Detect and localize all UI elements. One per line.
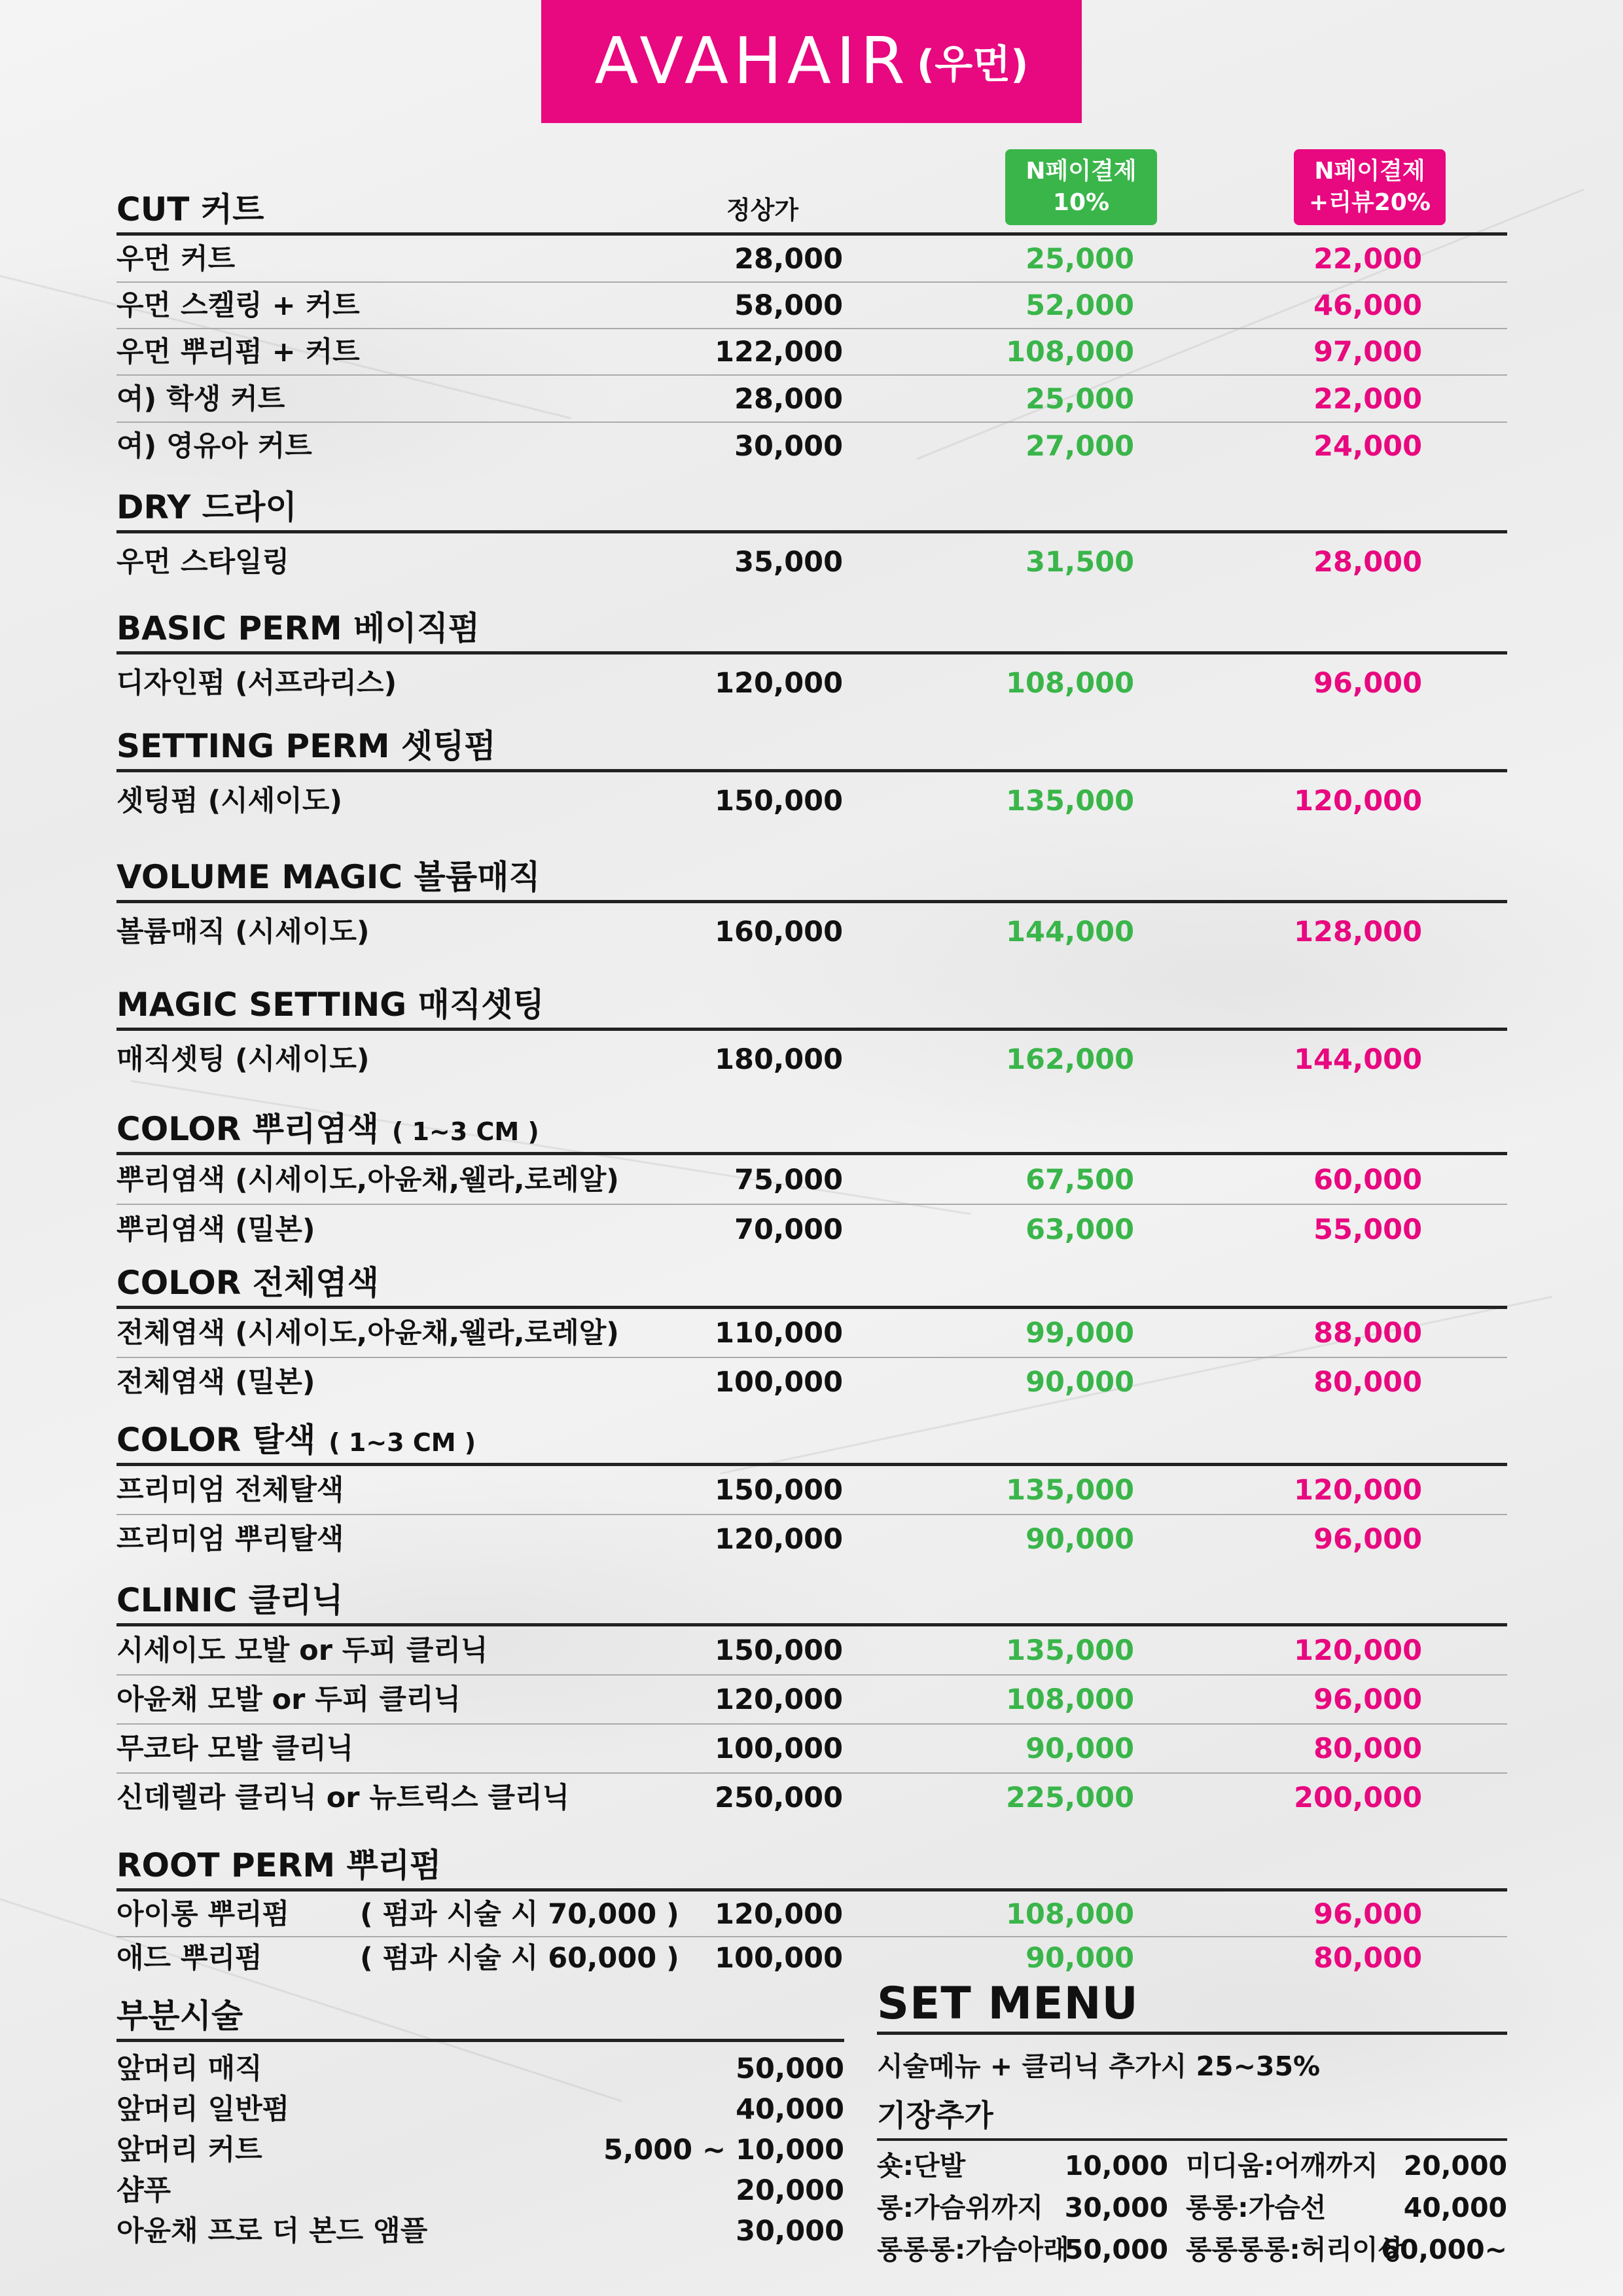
length-b-name: 미디움:어깨까지 — [1186, 2150, 1378, 2181]
price-row — [116, 1466, 1507, 1515]
npay-10-price: 135,000 — [1006, 1634, 1134, 1667]
length-a-price: 30,000 — [1064, 2192, 1168, 2223]
regular-price: 120,000 — [715, 1523, 843, 1556]
section-title-note: ( 1~3 CM ) — [329, 1428, 476, 1457]
regular-price: 150,000 — [715, 1474, 843, 1507]
section — [116, 484, 1507, 591]
section — [116, 1842, 1507, 1980]
npay-10-price: 162,000 — [1006, 1043, 1134, 1076]
price-row — [116, 1155, 1507, 1205]
npay-20-price: 60,000 — [1313, 1164, 1422, 1196]
regular-price: 150,000 — [715, 785, 843, 817]
price-row — [116, 1937, 1507, 1980]
item-name: 애드 뿌리펌 — [116, 1942, 262, 1975]
partial-item-name: 앞머리 커트 — [116, 2134, 262, 2166]
npay-10-price: 90,000 — [1026, 1942, 1134, 1975]
section-title-text: CUT 커트 — [116, 190, 264, 228]
npay-10-price: 25,000 — [1026, 383, 1134, 416]
section-title — [116, 605, 1507, 655]
npay-20-price: 120,000 — [1294, 785, 1422, 817]
section — [116, 1577, 1507, 1823]
npay-20-price: 46,000 — [1313, 289, 1422, 322]
regular-price: 30,000 — [734, 430, 843, 463]
npay-10-price: 67,500 — [1026, 1164, 1134, 1196]
npay-10-rate: 10% — [1052, 189, 1110, 216]
section-title-note: ( 1~3 CM ) — [391, 1117, 539, 1146]
npay-20-price: 120,000 — [1294, 1474, 1422, 1507]
regular-price: 70,000 — [734, 1213, 843, 1246]
length-b-price: 40,000 — [1403, 2192, 1507, 2223]
price-row — [116, 1725, 1507, 1774]
length-row — [877, 2229, 1507, 2270]
partial-item-price: 20,000 — [736, 2174, 844, 2207]
regular-price: 120,000 — [715, 667, 843, 700]
price-row — [116, 1031, 1507, 1088]
partial-item-name: 아윤채 프로 더 본드 앰플 — [116, 2215, 428, 2248]
section-title — [116, 854, 1507, 903]
item-name: 신데렐라 클리닉 or 뉴트릭스 클리닉 — [116, 1782, 570, 1814]
npay-20-price: 28,000 — [1313, 546, 1422, 579]
npay-10-price: 108,000 — [1006, 1898, 1134, 1931]
npay-10-price: 90,000 — [1026, 1366, 1134, 1399]
item-note: ( 펌과 시술 시 60,000 ) — [360, 1942, 679, 1975]
logo-brand: AVAHAIR — [594, 24, 910, 99]
regular-price: 120,000 — [715, 1898, 843, 1931]
length-b-name: 롱롱롱롱:허리이상 — [1186, 2234, 1404, 2265]
npay-20-price: 120,000 — [1294, 1634, 1422, 1667]
item-name: 시세이도 모발 or 두피 클리닉 — [116, 1634, 488, 1667]
length-a-price: 10,000 — [1064, 2150, 1168, 2181]
npay-10-price: 135,000 — [1006, 1474, 1134, 1507]
partial-item-price: 30,000 — [736, 2215, 844, 2248]
price-row — [116, 1626, 1507, 1676]
section-title — [116, 982, 1507, 1031]
length-b-price: 20,000 — [1403, 2150, 1507, 2181]
npay-20-price: 96,000 — [1313, 1683, 1422, 1716]
npay-20-price: 96,000 — [1313, 1898, 1422, 1931]
section-title-text: DRY 드라이 — [116, 488, 297, 526]
section-title-text: BASIC PERM 베이직펌 — [116, 609, 480, 647]
npay-10-price: 90,000 — [1026, 1732, 1134, 1765]
partial-item — [116, 2089, 844, 2130]
npay-20-price: 96,000 — [1313, 1523, 1422, 1556]
npay-10-price: 99,000 — [1026, 1317, 1134, 1350]
npay-10-price: 52,000 — [1026, 289, 1134, 322]
section-title — [116, 1842, 1507, 1892]
npay-20-price: 80,000 — [1313, 1732, 1422, 1765]
npay-10-price: 27,000 — [1026, 430, 1134, 463]
item-name: 볼륨매직 (시세이도) — [116, 916, 370, 948]
set-menu — [877, 1977, 1507, 2270]
regular-price: 28,000 — [734, 383, 843, 416]
partial-item — [116, 2211, 844, 2251]
regular-price: 180,000 — [715, 1043, 843, 1076]
npay-20-price: 24,000 — [1313, 430, 1422, 463]
npay-20-price: 128,000 — [1294, 916, 1422, 948]
partial-item — [116, 2049, 844, 2089]
regular-price: 150,000 — [715, 1634, 843, 1667]
section — [116, 1417, 1507, 1564]
partial-item-name: 앞머리 일반펌 — [116, 2093, 290, 2126]
npay-10-price: 31,500 — [1026, 546, 1134, 579]
npay-10-price: 25,000 — [1026, 243, 1134, 276]
partial-item — [116, 2170, 844, 2211]
item-name: 아윤채 모발 or 두피 클리닉 — [116, 1683, 461, 1716]
length-a-name: 롱롱롱:가슴아래 — [877, 2234, 1069, 2265]
regular-price: 100,000 — [715, 1366, 843, 1399]
partial-item-name: 샴푸 — [116, 2174, 171, 2207]
regular-price: 35,000 — [734, 546, 843, 579]
partial-title: 부분시술 — [116, 1993, 844, 2042]
regular-price-header: 정상가 — [726, 196, 799, 224]
npay-10-price: 225,000 — [1006, 1782, 1134, 1814]
item-name: 프리미엄 전체탈색 — [116, 1474, 344, 1507]
brand-logo — [541, 0, 1082, 123]
regular-price: 58,000 — [734, 289, 843, 322]
section — [116, 1106, 1507, 1255]
item-name: 우먼 커트 — [116, 243, 236, 276]
item-name: 우먼 스타일링 — [116, 546, 290, 579]
length-a-price: 50,000 — [1064, 2234, 1168, 2265]
regular-price: 110,000 — [715, 1317, 843, 1350]
item-name: 디자인펌 (서프라리스) — [116, 667, 397, 700]
npay-20-price: 144,000 — [1294, 1043, 1422, 1076]
npay-10-price: 108,000 — [1006, 1683, 1134, 1716]
regular-price: 160,000 — [715, 916, 843, 948]
section-title-text: SETTING PERM 셋팅펌 — [116, 727, 496, 765]
section-title-text: COLOR 전체염색 — [116, 1264, 379, 1302]
npay-20-price: 80,000 — [1313, 1366, 1422, 1399]
npay-20-label: N페이결제 — [1314, 158, 1425, 185]
set-menu-desc: 시술메뉴 + 클리닉 추가시 25~35% — [877, 2051, 1321, 2082]
section-title — [116, 1577, 1507, 1626]
regular-price: 120,000 — [715, 1683, 843, 1716]
price-row — [116, 533, 1507, 591]
item-name: 셋팅펌 (시세이도) — [116, 785, 343, 817]
npay-20-price: 96,000 — [1313, 667, 1422, 700]
item-name: 전체염색 (밀본) — [116, 1366, 315, 1399]
partial-item-price: 40,000 — [736, 2093, 844, 2126]
regular-price: 250,000 — [715, 1782, 843, 1814]
logo-sub: (우먼) — [916, 42, 1029, 88]
price-row — [116, 772, 1507, 830]
item-name: 무코타 모발 클리닉 — [116, 1732, 354, 1765]
price-row — [116, 1358, 1507, 1407]
npay-20-price: 80,000 — [1313, 1942, 1422, 1975]
section-title-text: COLOR 탈색 — [116, 1421, 316, 1459]
price-row — [116, 1515, 1507, 1564]
length-row — [877, 2145, 1507, 2187]
section-title — [116, 484, 1507, 533]
section-title-text: MAGIC SETTING 매직셋팅 — [116, 986, 544, 1024]
item-name: 매직셋팅 (시세이도) — [116, 1043, 370, 1076]
partial-item-price: 50,000 — [736, 2053, 844, 2085]
item-name: 전체염색 (시세이도,아윤채,웰라,로레알) — [116, 1317, 619, 1350]
npay-20-price: 97,000 — [1313, 336, 1422, 368]
length-b-price: 60,000~ — [1381, 2234, 1507, 2265]
length-a-name: 롱:가슴위까지 — [877, 2192, 1044, 2223]
npay-20-price: 22,000 — [1313, 383, 1422, 416]
price-row — [116, 1205, 1507, 1255]
npay-10-price: 108,000 — [1006, 667, 1134, 700]
section-title-text: CLINIC 클리닉 — [116, 1581, 344, 1619]
partial-item-price: 5,000 ~ 10,000 — [603, 2134, 844, 2166]
length-title: 기장추가 — [877, 2092, 1507, 2141]
section — [116, 854, 1507, 961]
length-a-name: 숏:단발 — [877, 2150, 966, 2181]
regular-price: 75,000 — [734, 1164, 843, 1196]
regular-price: 100,000 — [715, 1942, 843, 1975]
npay-20-price: 200,000 — [1294, 1782, 1422, 1814]
npay-10-price: 144,000 — [1006, 916, 1134, 948]
price-row — [116, 283, 1507, 329]
partial-section — [116, 1993, 844, 2251]
section-title — [116, 187, 1507, 236]
section — [116, 982, 1507, 1088]
section-title — [116, 723, 1507, 772]
partial-item-name: 앞머리 매직 — [116, 2053, 262, 2085]
section — [116, 187, 1507, 470]
item-name: 우먼 뿌리펌 + 커트 — [116, 336, 360, 368]
item-name: 여) 영유아 커트 — [116, 430, 312, 463]
npay-20-rate: +리뷰20% — [1309, 189, 1431, 216]
item-name: 프리미엄 뿌리탈색 — [116, 1523, 344, 1556]
section — [116, 1260, 1507, 1407]
npay-20-price: 55,000 — [1313, 1213, 1422, 1246]
length-row — [877, 2187, 1507, 2229]
price-row — [116, 329, 1507, 376]
price-row — [116, 376, 1507, 423]
item-name: 뿌리염색 (시세이도,아윤채,웰라,로레알) — [116, 1164, 619, 1196]
section-title-text: ROOT PERM 뿌리펌 — [116, 1846, 442, 1884]
section-title — [116, 1260, 1507, 1309]
npay-10-price: 108,000 — [1006, 336, 1134, 368]
price-row — [116, 1774, 1507, 1823]
price-row — [116, 1309, 1507, 1358]
item-name: 여) 학생 커트 — [116, 383, 285, 416]
npay-10-price: 90,000 — [1026, 1523, 1134, 1556]
npay-20-price: 88,000 — [1313, 1317, 1422, 1350]
section-title — [116, 1106, 1507, 1155]
length-b-name: 롱롱:가슴선 — [1186, 2192, 1327, 2223]
price-row — [116, 1676, 1507, 1725]
price-row — [116, 236, 1507, 283]
section-title-text: VOLUME MAGIC 볼륨매직 — [116, 858, 541, 896]
price-row — [116, 423, 1507, 470]
regular-price: 28,000 — [734, 243, 843, 276]
set-menu-title: SET MENU — [877, 1977, 1507, 2035]
section-title — [116, 1417, 1507, 1466]
regular-price: 122,000 — [715, 336, 843, 368]
regular-price: 100,000 — [715, 1732, 843, 1765]
price-row — [116, 903, 1507, 961]
npay-10-price: 63,000 — [1026, 1213, 1134, 1246]
npay-10-label: N페이결제 — [1026, 158, 1137, 185]
partial-item — [116, 2130, 844, 2170]
item-name: 우먼 스켈링 + 커트 — [116, 289, 360, 322]
npay-10-price: 135,000 — [1006, 785, 1134, 817]
item-name: 뿌리염색 (밀본) — [116, 1213, 315, 1246]
price-row — [116, 655, 1507, 712]
item-name: 아이롱 뿌리펌 — [116, 1898, 290, 1931]
section — [116, 723, 1507, 830]
item-note: ( 펌과 시술 시 70,000 ) — [360, 1898, 679, 1931]
npay-20-price: 22,000 — [1313, 243, 1422, 276]
section-title-text: COLOR 뿌리염색 — [116, 1110, 379, 1148]
price-row — [116, 1892, 1507, 1937]
section — [116, 605, 1507, 712]
